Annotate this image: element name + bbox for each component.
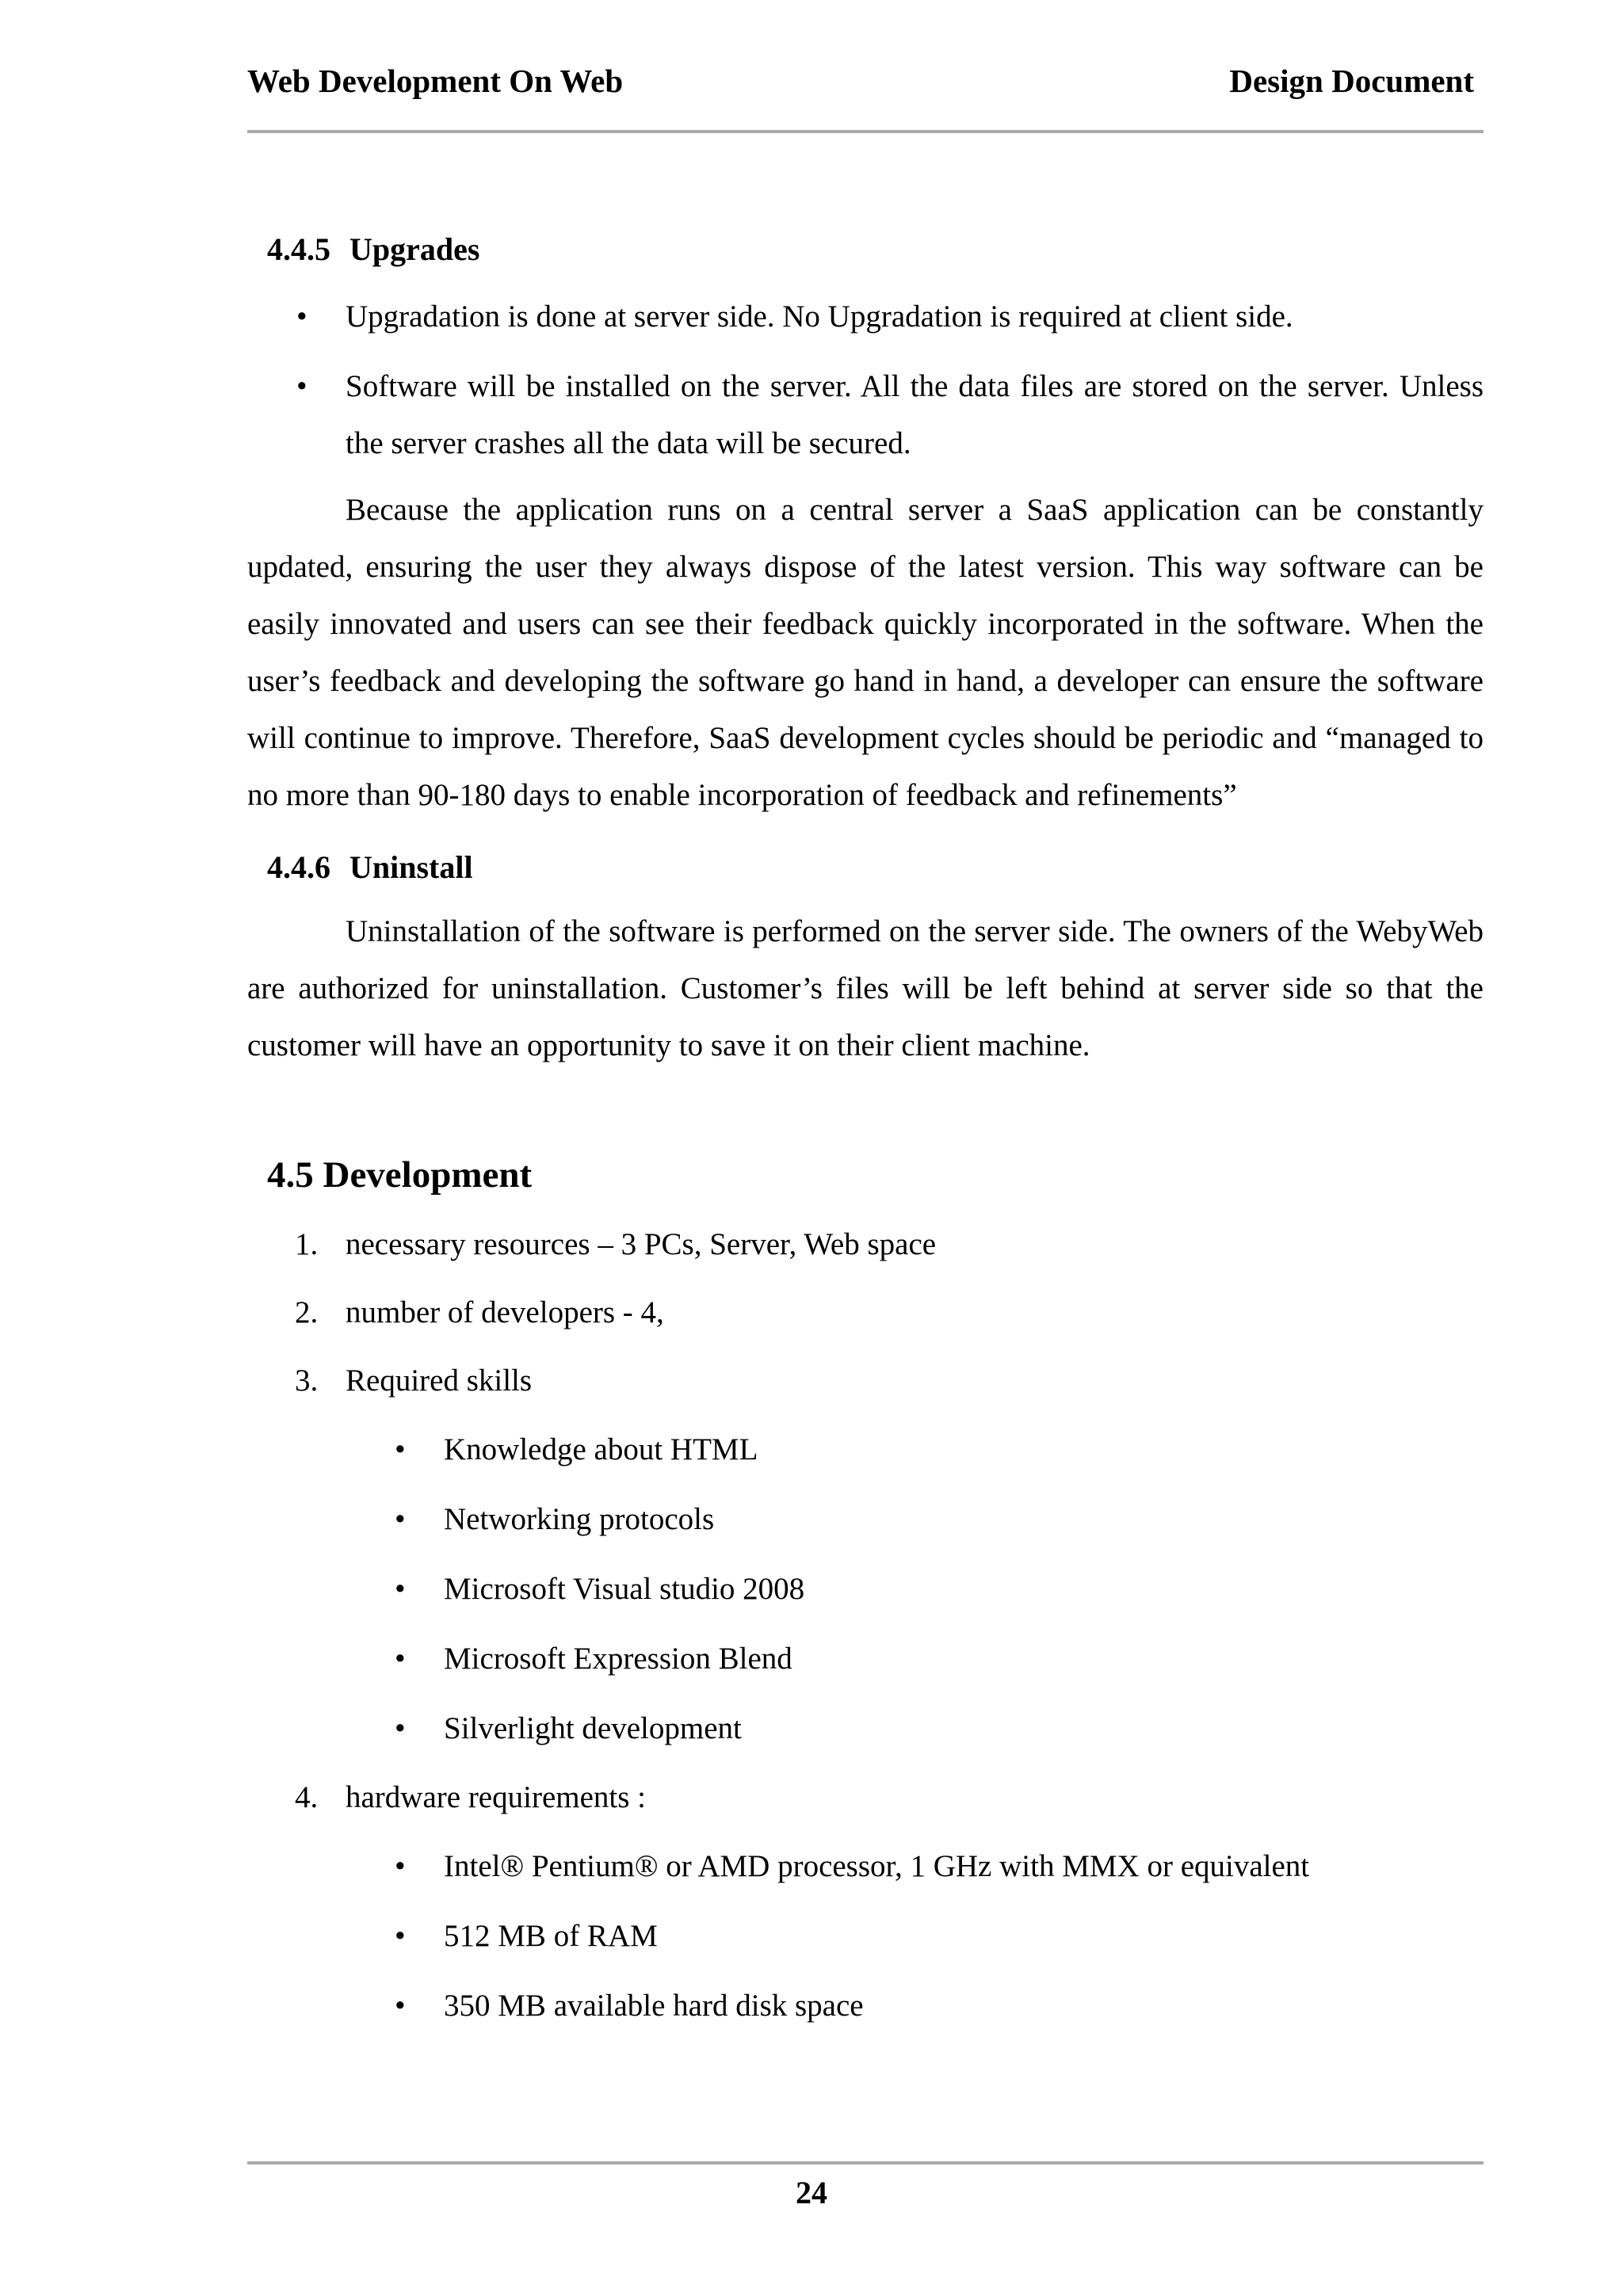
header-title-left: Web Development On Web: [247, 63, 624, 99]
bullet-icon: •: [395, 1572, 406, 1606]
list-item-text: Microsoft Visual studio 2008: [444, 1572, 805, 1606]
bullet-icon: •: [395, 1919, 406, 1953]
list-item-text: Software will be installed on the server. All the data files are stored on the server. Unless the server crashes all the data will be secured.: [346, 369, 1484, 460]
list-item-text: 350 MB available hard disk space: [444, 1989, 864, 2023]
header-title-right: Design Document: [1229, 63, 1474, 99]
list-item: [247, 358, 1484, 472]
list-item-text: Silverlight development: [444, 1711, 742, 1745]
header-rule: [247, 130, 1484, 133]
footer-rule: [247, 2161, 1484, 2164]
item-text: Required skills: [346, 1363, 533, 1398]
numbered-item: [247, 1764, 1484, 2041]
bullet-icon: •: [395, 1642, 406, 1676]
list-item-text: Upgradation is done at server side. No Upgradation is required at client side.: [346, 299, 1293, 334]
spacer: [247, 276, 1484, 288]
development-numbered-list: [247, 1211, 1484, 2041]
item-number: 3.: [295, 1363, 319, 1398]
numbered-item: [247, 1211, 1484, 1279]
item-text: number of developers - 4,: [346, 1295, 664, 1329]
list-item: [247, 1624, 1484, 1694]
list-item-text: Networking protocols: [444, 1502, 715, 1536]
item-number: 4.: [295, 1780, 319, 1814]
item-number: 1.: [295, 1227, 319, 1261]
list-item: [247, 1971, 1484, 2041]
uninstall-paragraph: Uninstallation of the software is performed on the server side. The owners of the WebyWeb are authorized for uninstallation. Customer’s files will be left behind at server side so that the customer will have an opportunity to save it on their client machine.: [247, 914, 1484, 1062]
upgrades-bullet-list: [247, 288, 1484, 472]
upgrades-paragraph: Because the application runs on a central server a SaaS application can be constantly updated, ensuring the user they always dispose of the latest version. This way software can be easily innovated and users can see their feedback quickly incorporated in the software. When the user’s feedback and developing the software go hand in hand, a developer can ensure the software will continue to improve. Therefore, SaaS development cycles should be periodic and “managed to no more than 90-180 days to enable incorporation of feedback and refinements”: [247, 493, 1484, 812]
subsection-title: Uninstall: [349, 849, 473, 885]
list-item-text: Intel® Pentium® or AMD processor, 1 GHz with MMX or equivalent: [444, 1849, 1310, 1883]
list-item: [247, 288, 1484, 345]
list-item: [247, 1485, 1484, 1554]
bullet-icon: •: [395, 1849, 406, 1883]
list-item-text: Microsoft Expression Blend: [444, 1642, 792, 1676]
list-item: [247, 1694, 1484, 1764]
hardware-list: [247, 1832, 1484, 2041]
list-item: [247, 1415, 1484, 1485]
item-number: 2.: [295, 1295, 319, 1329]
bullet-icon: •: [296, 299, 307, 334]
item-text: hardware requirements :: [346, 1780, 646, 1814]
numbered-item: [247, 1279, 1484, 1347]
section-heading-development: 4.5 Development: [267, 1154, 533, 1196]
subsection-heading-uninstall: [267, 841, 1484, 894]
bullet-icon: •: [395, 1432, 406, 1466]
skills-list: [247, 1415, 1484, 1764]
subsection-title: Upgrades: [349, 231, 480, 267]
page-number: 24: [796, 2175, 827, 2210]
list-item: [247, 1554, 1484, 1624]
bullet-icon: •: [395, 1502, 406, 1536]
bullet-icon: •: [395, 1989, 406, 2023]
bullet-icon: •: [395, 1711, 406, 1745]
subsection-heading-upgrades: [267, 223, 1484, 276]
subsection-number: 4.4.6: [267, 849, 330, 885]
list-item-text: 512 MB of RAM: [444, 1919, 658, 1953]
numbered-item: [247, 1347, 1484, 1764]
list-item: [247, 1901, 1484, 1971]
item-text: necessary resources – 3 PCs, Server, Web space: [346, 1227, 937, 1261]
page-content: [247, 223, 1484, 2041]
bullet-icon: •: [296, 369, 307, 403]
list-item: [247, 1832, 1484, 1901]
list-item-text: Knowledge about HTML: [444, 1432, 758, 1466]
subsection-number: 4.4.5: [267, 231, 330, 267]
